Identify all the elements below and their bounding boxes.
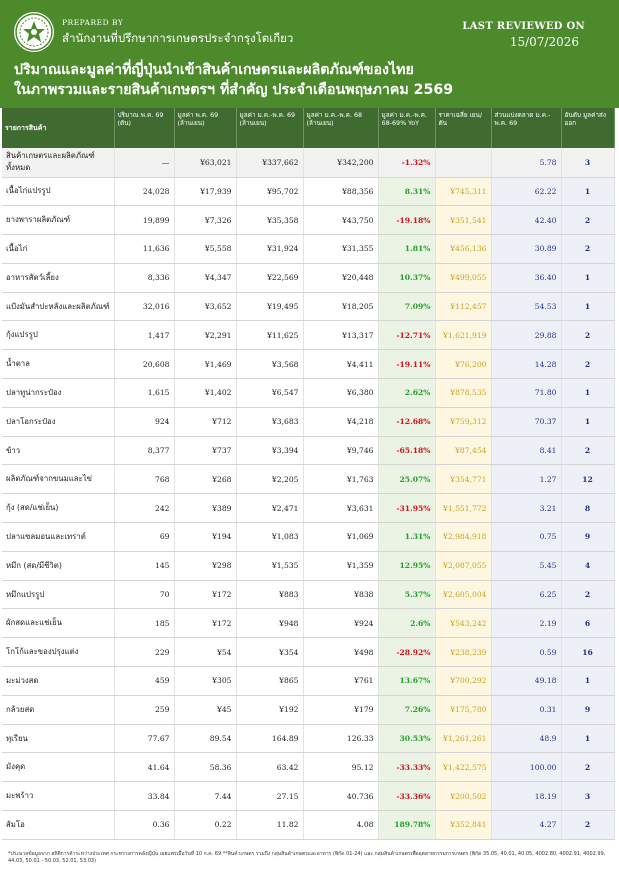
cell-yoy-change: -19.18% <box>378 206 435 235</box>
cell-value-ytd69: ¥883 <box>236 580 303 609</box>
cell-avg-price: ¥354,771 <box>435 465 491 494</box>
cell-quantity: 229 <box>114 638 174 667</box>
cell-item-name: ส้มโอ <box>2 811 114 840</box>
cell-value-ytd68: ¥43,750 <box>303 206 378 235</box>
cell-yoy-change: 1.81% <box>378 235 435 264</box>
table-row-total <box>2 148 614 177</box>
cell-value-ytd68: ¥498 <box>303 638 378 667</box>
cell-export-rank: 2 <box>561 206 614 235</box>
cell-quantity: 1,615 <box>114 379 174 408</box>
cell-avg-price: ¥87,454 <box>435 436 491 465</box>
cell-export-rank: 2 <box>561 321 614 350</box>
cell-item-name: ปลาแซลมอนและเทราต์ <box>2 523 114 552</box>
cell-value-ytd69: ¥1,535 <box>236 551 303 580</box>
cell-export-rank: 1 <box>561 379 614 408</box>
last-reviewed-label: LAST REVIEWED ON <box>462 21 585 32</box>
cell-value-ytd68: ¥761 <box>303 667 378 696</box>
cell-market-share: 0.59 <box>491 638 561 667</box>
table-row <box>2 494 614 523</box>
cell-quantity: 0.36 <box>114 811 174 840</box>
cell-export-rank: 2 <box>561 580 614 609</box>
cell-quantity: 70 <box>114 580 174 609</box>
cell-export-rank: 8 <box>561 494 614 523</box>
cell-value-ytd68: ¥1,069 <box>303 523 378 552</box>
cell-market-share: 0.75 <box>491 523 561 552</box>
cell-export-rank: 1 <box>561 263 614 292</box>
cell-export-rank: 2 <box>561 235 614 264</box>
cell-value-may: ¥45 <box>174 695 236 724</box>
cell-market-share: 2.19 <box>491 609 561 638</box>
cell-value-may: ¥17,939 <box>174 177 236 206</box>
cell-avg-price: ¥238,239 <box>435 638 491 667</box>
cell-value-ytd69: ¥95,702 <box>236 177 303 206</box>
cell-export-rank: 1 <box>561 724 614 753</box>
cell-avg-price: ¥351,541 <box>435 206 491 235</box>
cell-value-ytd69: ¥35,358 <box>236 206 303 235</box>
cell-avg-price: ¥175,780 <box>435 695 491 724</box>
table-row <box>2 177 614 206</box>
cell-export-rank: 4 <box>561 551 614 580</box>
cell-quantity: 33.84 <box>114 782 174 811</box>
cell-item-name: หมึก (สด/มีชีวิต) <box>2 551 114 580</box>
cell-item-name: ปลาทูน่ากระป๋อง <box>2 379 114 408</box>
cell-avg-price: ¥112,457 <box>435 292 491 321</box>
cell-quantity: 19,899 <box>114 206 174 235</box>
table-row <box>2 436 614 465</box>
cell-value-may: ¥712 <box>174 407 236 436</box>
cell-item-name: กุ้งแปรรูป <box>2 321 114 350</box>
cell-export-rank: 16 <box>561 638 614 667</box>
table-row <box>2 292 614 321</box>
cell-value-may: ¥268 <box>174 465 236 494</box>
cell-value-ytd68: ¥3,631 <box>303 494 378 523</box>
cell-yoy-change: 30.53% <box>378 724 435 753</box>
cell-avg-price: ¥456,136 <box>435 235 491 264</box>
cell-value-may: ¥305 <box>174 667 236 696</box>
table-row <box>2 695 614 724</box>
cell-value-may: ¥194 <box>174 523 236 552</box>
cell-yoy-change: 8.31% <box>378 177 435 206</box>
cell-value-may: ¥1,402 <box>174 379 236 408</box>
cell-export-rank: 6 <box>561 609 614 638</box>
cell-quantity: 8,377 <box>114 436 174 465</box>
cell-market-share: 71.80 <box>491 379 561 408</box>
organization-name: สำนักงานที่ปรึกษาการเกษตรประจำกรุงโตเกียว <box>62 31 294 45</box>
cell-export-rank: 1 <box>561 292 614 321</box>
title-line-1: ปริมาณและมูลค่าที่ญี่ปุ่นนำเข้าสินค้าเกษตรและผลิตภัณฑ์ของไทย <box>14 62 414 78</box>
cell-market-share: 3.21 <box>491 494 561 523</box>
cell-value-ytd68: 4.08 <box>303 811 378 840</box>
cell-value-ytd69: ¥1,083 <box>236 523 303 552</box>
cell-yoy-change: -12.68% <box>378 407 435 436</box>
cell-value-ytd68: ¥4,218 <box>303 407 378 436</box>
cell-yoy-change: -31.95% <box>378 494 435 523</box>
cell-value-ytd68: 95.12 <box>303 753 378 782</box>
ministry-emblem-icon <box>14 12 54 52</box>
table-row <box>2 263 614 292</box>
col-header-price: ราคาเฉลี่ย เยน/ตัน <box>435 108 491 148</box>
cell-market-share: 30.89 <box>491 235 561 264</box>
report-header <box>0 0 619 108</box>
cell-item-name: หมึกแปรรูป <box>2 580 114 609</box>
cell-value-ytd68: ¥179 <box>303 695 378 724</box>
cell-avg-price: ¥1,551,772 <box>435 494 491 523</box>
cell-quantity: 20,608 <box>114 350 174 379</box>
col-header-share: ส่วนแบ่งตลาด ม.ค.-พ.ค. 69 <box>491 108 561 148</box>
cell-quantity: 1,417 <box>114 321 174 350</box>
cell-value-may: ¥172 <box>174 609 236 638</box>
cell-market-share: 6.25 <box>491 580 561 609</box>
cell-quantity: 69 <box>114 523 174 552</box>
cell-value-ytd69: ¥2,471 <box>236 494 303 523</box>
cell-market-share: 62.22 <box>491 177 561 206</box>
cell-value-may: ¥737 <box>174 436 236 465</box>
cell-avg-price <box>435 148 491 177</box>
table-row <box>2 753 614 782</box>
cell-avg-price: ¥2,605,004 <box>435 580 491 609</box>
cell-export-rank: 2 <box>561 436 614 465</box>
cell-market-share: 8.41 <box>491 436 561 465</box>
cell-value-ytd69: 63.42 <box>236 753 303 782</box>
cell-export-rank: 2 <box>561 350 614 379</box>
cell-quantity: 259 <box>114 695 174 724</box>
table-row <box>2 523 614 552</box>
cell-yoy-change: -33.36% <box>378 782 435 811</box>
cell-value-ytd69: 27.15 <box>236 782 303 811</box>
cell-quantity: 145 <box>114 551 174 580</box>
cell-market-share: 14.28 <box>491 350 561 379</box>
cell-value-ytd69: 11.82 <box>236 811 303 840</box>
cell-quantity: 11,636 <box>114 235 174 264</box>
cell-value-may: 89.54 <box>174 724 236 753</box>
cell-value-ytd68: ¥18,205 <box>303 292 378 321</box>
cell-quantity: 459 <box>114 667 174 696</box>
cell-avg-price: ¥700,292 <box>435 667 491 696</box>
cell-yoy-change: 10.37% <box>378 263 435 292</box>
cell-value-ytd69: ¥354 <box>236 638 303 667</box>
cell-export-rank: 1 <box>561 667 614 696</box>
cell-yoy-change: -33.33% <box>378 753 435 782</box>
cell-value-ytd69: ¥19,495 <box>236 292 303 321</box>
cell-item-name: น้ำตาล <box>2 350 114 379</box>
cell-market-share: 29.88 <box>491 321 561 350</box>
cell-value-ytd68: ¥6,380 <box>303 379 378 408</box>
cell-value-ytd69: ¥22,569 <box>236 263 303 292</box>
cell-market-share: 18.19 <box>491 782 561 811</box>
cell-market-share: 49.18 <box>491 667 561 696</box>
cell-value-may: ¥54 <box>174 638 236 667</box>
table-row <box>2 379 614 408</box>
cell-market-share: 100.00 <box>491 753 561 782</box>
title-line-2: ในภาพรวมและรายสินค้าเกษตรฯ ที่สำคัญ ประจำเดือนพฤษภาคม 2569 <box>14 82 454 98</box>
cell-value-ytd69: ¥2,205 <box>236 465 303 494</box>
cell-market-share: 5.45 <box>491 551 561 580</box>
table-row <box>2 235 614 264</box>
cell-value-ytd68: ¥13,317 <box>303 321 378 350</box>
cell-quantity: 41.64 <box>114 753 174 782</box>
cell-avg-price: ¥745,311 <box>435 177 491 206</box>
cell-value-may: ¥5,558 <box>174 235 236 264</box>
cell-market-share: 70.37 <box>491 407 561 436</box>
cell-value-ytd69: ¥31,924 <box>236 235 303 264</box>
cell-value-ytd69: ¥948 <box>236 609 303 638</box>
table-row <box>2 551 614 580</box>
cell-value-ytd68: ¥342,200 <box>303 148 378 177</box>
cell-item-name: มังคุด <box>2 753 114 782</box>
cell-item-name: โกโก้และของปรุงแต่ง <box>2 638 114 667</box>
table-row <box>2 321 614 350</box>
cell-yoy-change: 12.95% <box>378 551 435 580</box>
cell-market-share: 1.27 <box>491 465 561 494</box>
cell-value-ytd68: ¥20,448 <box>303 263 378 292</box>
cell-avg-price: ¥759,312 <box>435 407 491 436</box>
cell-value-may: ¥1,469 <box>174 350 236 379</box>
cell-value-ytd69: ¥337,662 <box>236 148 303 177</box>
cell-yoy-change: 2.6% <box>378 609 435 638</box>
cell-quantity: 242 <box>114 494 174 523</box>
cell-avg-price: ¥1,422,575 <box>435 753 491 782</box>
cell-avg-price: ¥878,535 <box>435 379 491 408</box>
cell-market-share: 5.78 <box>491 148 561 177</box>
table-row <box>2 638 614 667</box>
cell-item-name: กล้วยสด <box>2 695 114 724</box>
cell-yoy-change: -1.32% <box>378 148 435 177</box>
cell-yoy-change: 25.07% <box>378 465 435 494</box>
cell-quantity: 924 <box>114 407 174 436</box>
col-header-qty: ปริมาณ พ.ค. 69 (ตัน) <box>114 108 174 148</box>
table-row <box>2 580 614 609</box>
cell-value-ytd69: ¥3,568 <box>236 350 303 379</box>
cell-market-share: 4.27 <box>491 811 561 840</box>
cell-value-ytd68: ¥31,355 <box>303 235 378 264</box>
cell-value-may: 58.36 <box>174 753 236 782</box>
cell-yoy-change: -65.18% <box>378 436 435 465</box>
cell-yoy-change: 13.67% <box>378 667 435 696</box>
cell-value-ytd68: ¥1,359 <box>303 551 378 580</box>
cell-yoy-change: -12.71% <box>378 321 435 350</box>
cell-value-ytd69: ¥11,625 <box>236 321 303 350</box>
cell-quantity: — <box>114 148 174 177</box>
cell-export-rank: 1 <box>561 407 614 436</box>
cell-value-ytd68: 126.33 <box>303 724 378 753</box>
cell-yoy-change: 2.62% <box>378 379 435 408</box>
cell-item-name: อาหารสัตว์เลี้ยง <box>2 263 114 292</box>
cell-yoy-change: 7.26% <box>378 695 435 724</box>
cell-export-rank: 2 <box>561 753 614 782</box>
cell-quantity: 8,336 <box>114 263 174 292</box>
cell-item-name: เนื้อไก่แปรรูป <box>2 177 114 206</box>
cell-value-ytd68: ¥4,411 <box>303 350 378 379</box>
cell-yoy-change: 7.09% <box>378 292 435 321</box>
cell-item-name: ยางพาราผลิตภัณฑ์ <box>2 206 114 235</box>
cell-export-rank: 3 <box>561 148 614 177</box>
cell-yoy-change: -28.92% <box>378 638 435 667</box>
import-table-container <box>0 108 619 840</box>
cell-value-may: ¥3,652 <box>174 292 236 321</box>
cell-value-may: ¥7,326 <box>174 206 236 235</box>
cell-quantity: 24,028 <box>114 177 174 206</box>
cell-value-ytd68: 40.736 <box>303 782 378 811</box>
cell-export-rank: 3 <box>561 782 614 811</box>
cell-value-ytd68: ¥1,763 <box>303 465 378 494</box>
cell-market-share: 36.40 <box>491 263 561 292</box>
cell-value-may: 0.22 <box>174 811 236 840</box>
cell-item-name: กุ้ง (สด/แช่เย็น) <box>2 494 114 523</box>
cell-item-name: ทุเรียน <box>2 724 114 753</box>
col-header-value-may: มูลค่า พ.ค. 69 (ล้านเยน) <box>174 108 236 148</box>
last-reviewed-date: 15/07/2026 <box>509 35 579 49</box>
cell-yoy-change: 189.78% <box>378 811 435 840</box>
import-table <box>2 108 615 840</box>
cell-value-ytd68: ¥9,746 <box>303 436 378 465</box>
report-title <box>14 60 609 100</box>
table-row <box>2 667 614 696</box>
cell-avg-price: ¥2,087,055 <box>435 551 491 580</box>
col-header-rank: อันดับ มูลค่าส่งออก <box>561 108 614 148</box>
cell-item-name: สินค้าเกษตรและผลิตภัณฑ์ทั้งหมด <box>2 148 114 177</box>
cell-market-share: 54.53 <box>491 292 561 321</box>
cell-value-may: ¥4,347 <box>174 263 236 292</box>
cell-avg-price: ¥499,055 <box>435 263 491 292</box>
cell-quantity: 77.67 <box>114 724 174 753</box>
cell-quantity: 768 <box>114 465 174 494</box>
cell-value-may: ¥2,291 <box>174 321 236 350</box>
cell-export-rank: 2 <box>561 811 614 840</box>
cell-value-ytd69: ¥6,547 <box>236 379 303 408</box>
cell-market-share: 0.31 <box>491 695 561 724</box>
cell-value-ytd68: ¥838 <box>303 580 378 609</box>
cell-market-share: 48.9 <box>491 724 561 753</box>
cell-yoy-change: -19.11% <box>378 350 435 379</box>
cell-avg-price: ¥1,621,919 <box>435 321 491 350</box>
col-header-value-ytd68: มูลค่า ม.ค.-พ.ค. 68 (ล้านเยน) <box>303 108 378 148</box>
cell-value-may: ¥172 <box>174 580 236 609</box>
table-body <box>2 148 614 839</box>
col-header-item: รายการสินค้า <box>2 108 114 148</box>
cell-avg-price: ¥1,261,261 <box>435 724 491 753</box>
cell-avg-price: ¥200,502 <box>435 782 491 811</box>
cell-quantity: 32,016 <box>114 292 174 321</box>
cell-yoy-change: 1.31% <box>378 523 435 552</box>
cell-value-ytd69: ¥3,683 <box>236 407 303 436</box>
cell-value-may: ¥389 <box>174 494 236 523</box>
cell-value-ytd68: ¥924 <box>303 609 378 638</box>
cell-item-name: มะม่วงสด <box>2 667 114 696</box>
cell-item-name: ปลาโอกระป๋อง <box>2 407 114 436</box>
table-row <box>2 782 614 811</box>
cell-avg-price: ¥2,984,918 <box>435 523 491 552</box>
cell-avg-price: ¥76,200 <box>435 350 491 379</box>
cell-item-name: ข้าว <box>2 436 114 465</box>
table-row <box>2 811 614 840</box>
cell-quantity: 185 <box>114 609 174 638</box>
table-row <box>2 609 614 638</box>
table-row <box>2 206 614 235</box>
cell-value-ytd69: ¥865 <box>236 667 303 696</box>
cell-export-rank: 9 <box>561 695 614 724</box>
table-header-row <box>2 108 614 148</box>
cell-item-name: แป้งมันสำปะหลังและผลิตภัณฑ์ <box>2 292 114 321</box>
footnote: *ประมวลข้อมูลจาก สถิติการค้าระหว่างประเทศ กระทรวงการคลังญี่ปุ่น เผยแพร่เมื่อวันที่ 10 ก.ค. 69 **สินค้าเกษตร รวมถึง กลุ่มสินค้าเกษตรและอาหาร (พิกัด 01-24) และ กลุ่มสินค้าเกษตรเพื่ออุตสาหกรรมการเกษตร (พิกัด 35.05, 40.01, 40.05, 4002.80, 4002.91, 4002.99, 44.03, 50.01 - 50.03, 52.01, 53.03) <box>8 851 606 864</box>
cell-item-name: เนื้อไก่ <box>2 235 114 264</box>
cell-yoy-change: 5.37% <box>378 580 435 609</box>
cell-avg-price: ¥352,841 <box>435 811 491 840</box>
col-header-value-ytd69: มูลค่า ม.ค.-พ.ค. 69 (ล้านเยน) <box>236 108 303 148</box>
cell-market-share: 42.40 <box>491 206 561 235</box>
cell-export-rank: 1 <box>561 177 614 206</box>
cell-value-may: ¥298 <box>174 551 236 580</box>
cell-value-ytd69: 164.89 <box>236 724 303 753</box>
cell-value-ytd69: ¥3,394 <box>236 436 303 465</box>
table-row <box>2 407 614 436</box>
cell-avg-price: ¥543,242 <box>435 609 491 638</box>
cell-export-rank: 9 <box>561 523 614 552</box>
cell-item-name: มะพร้าว <box>2 782 114 811</box>
table-row <box>2 350 614 379</box>
cell-value-may: ¥63,021 <box>174 148 236 177</box>
prepared-by-label: PREPARED BY <box>62 18 124 27</box>
cell-value-ytd68: ¥88,356 <box>303 177 378 206</box>
col-header-yoy: มูลค่า ม.ค.-พ.ค. 68-69% YoY <box>378 108 435 148</box>
table-row <box>2 724 614 753</box>
cell-item-name: ผักสดและแช่เย็น <box>2 609 114 638</box>
cell-export-rank: 12 <box>561 465 614 494</box>
cell-item-name: ผลิตภัณฑ์จากขนมและไข่ <box>2 465 114 494</box>
cell-value-ytd69: ¥192 <box>236 695 303 724</box>
cell-value-may: 7.44 <box>174 782 236 811</box>
table-row <box>2 465 614 494</box>
